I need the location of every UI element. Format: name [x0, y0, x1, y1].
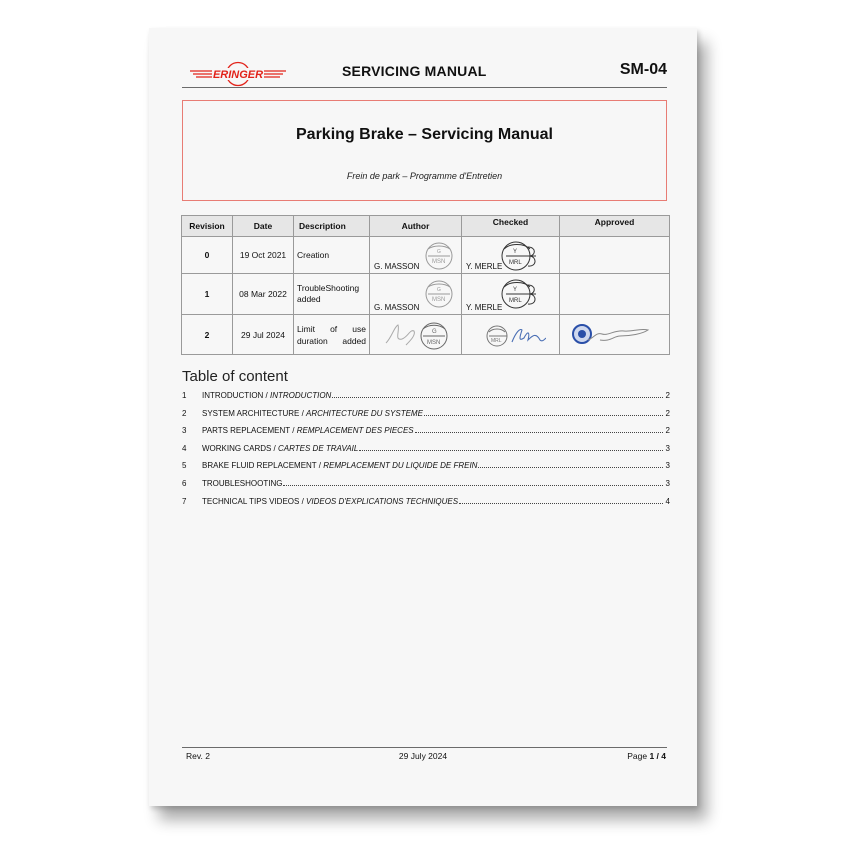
sub-title: Frein de park – Programme d'Entretien	[346, 171, 503, 181]
table-row	[182, 274, 670, 315]
checker-name: Y. MERLE	[466, 303, 503, 312]
toc-number: 5	[182, 461, 187, 471]
author-name: G. MASSON	[374, 303, 420, 312]
toc-leader	[283, 485, 663, 486]
svg-text:MSN: MSN	[432, 297, 446, 303]
header-checked: Checked	[462, 216, 560, 237]
main-title: Parking Brake – Servicing Manual	[296, 126, 553, 143]
author-cell	[370, 274, 462, 315]
header-divider	[182, 87, 667, 88]
toc-page: 3	[665, 461, 670, 471]
toc-entry[interactable]	[182, 426, 670, 444]
header-description: Description	[294, 216, 370, 237]
document-page	[149, 28, 697, 806]
document-code: SM-04	[619, 61, 667, 78]
toc-number: 4	[182, 443, 187, 453]
title-box	[182, 100, 667, 201]
author-name: G. MASSON	[374, 262, 420, 271]
toc-page: 2	[665, 426, 670, 436]
description-cell: Limit of use duration added	[294, 315, 370, 355]
header-revision: Revision	[182, 216, 233, 237]
svg-text:MRL: MRL	[491, 338, 502, 344]
footer-page-number: Page 1 / 4	[627, 751, 666, 761]
svg-text:Y: Y	[513, 287, 518, 293]
author-signature-icon	[380, 319, 456, 351]
footer-divider	[182, 747, 667, 748]
svg-text:MRL: MRL	[509, 260, 522, 266]
company-logo	[190, 61, 286, 87]
table-row	[182, 237, 670, 274]
date-cell: 08 Mar 2022	[233, 274, 294, 315]
toc-title: INTRODUCTION / INTRODUCTION	[202, 391, 332, 400]
toc-heading: Table of content	[182, 368, 288, 385]
revision-table	[181, 215, 670, 355]
toc-page: 3	[665, 443, 670, 453]
toc-entry[interactable]	[182, 391, 670, 409]
approver-stamp-signature-icon	[570, 320, 660, 350]
svg-text:Y: Y	[513, 249, 518, 255]
header-author: Author	[370, 216, 462, 237]
toc-entry[interactable]	[182, 409, 670, 427]
svg-text:G: G	[432, 329, 437, 335]
author-cell	[370, 237, 462, 274]
checker-signature-icon	[486, 320, 546, 350]
toc-page: 2	[665, 408, 670, 418]
toc-page: 3	[665, 478, 670, 488]
revision-cell: 1	[182, 274, 233, 315]
date-cell: 19 Oct 2021	[233, 237, 294, 274]
toc-page: 4	[665, 496, 670, 506]
toc-title: WORKING CARDS / CARTES DE TRAVAIL	[202, 443, 359, 453]
toc-leader	[478, 467, 663, 468]
toc-number: 6	[182, 478, 187, 488]
header-date: Date	[233, 216, 294, 237]
svg-text:MSN: MSN	[432, 259, 446, 265]
toc-number: 7	[182, 496, 187, 506]
checked-cell	[462, 274, 560, 315]
footer-revision: Rev. 2	[186, 751, 210, 761]
revision-cell: 2	[182, 315, 233, 355]
author-cell	[370, 315, 462, 355]
toc-title: BRAKE FLUID REPLACEMENT / REMPLACEMENT DU LIQUIDE DE FREIN	[202, 461, 478, 471]
table-of-contents	[182, 391, 670, 514]
toc-number: 3	[182, 426, 187, 436]
svg-text:ERINGER: ERINGER	[212, 69, 264, 81]
toc-title: SYSTEM ARCHITECTURE / ARCHITECTURE DU SYSTEME	[202, 408, 423, 418]
table-row	[182, 315, 670, 355]
toc-title: TROUBLESHOOTING	[202, 478, 283, 488]
document-type-title: SERVICING MANUAL	[342, 63, 487, 79]
toc-page: 2	[665, 391, 670, 400]
description-cell: TroubleShooting added	[294, 274, 370, 315]
toc-entry[interactable]	[182, 497, 670, 515]
svg-text:MSN: MSN	[427, 340, 441, 346]
svg-text:MRL: MRL	[509, 298, 522, 304]
checker-stamp-icon	[500, 277, 540, 311]
author-stamp-icon	[422, 240, 458, 272]
toc-leader	[332, 397, 663, 398]
toc-leader	[359, 450, 663, 451]
toc-title: PARTS REPLACEMENT / REMPLACEMENT DES PIECES	[202, 426, 414, 436]
toc-number: 2	[182, 408, 187, 418]
approved-cell	[560, 274, 670, 315]
toc-entry[interactable]	[182, 444, 670, 462]
toc-title: TECHNICAL TIPS VIDEOS / VIDEOS D'EXPLICATIONS TECHNIQUES	[202, 496, 459, 506]
header-approved: Approved	[560, 216, 670, 237]
checker-stamp-icon	[500, 239, 540, 273]
toc-leader	[415, 432, 663, 433]
checker-name: Y. MERLE	[466, 262, 503, 271]
stamp-text: G	[437, 249, 441, 255]
description-cell: Creation	[294, 237, 370, 274]
toc-entry[interactable]	[182, 479, 670, 497]
toc-leader	[459, 503, 663, 504]
toc-number: 1	[182, 391, 187, 400]
toc-leader	[424, 415, 663, 416]
author-stamp-icon	[422, 278, 458, 310]
toc-entry[interactable]	[182, 461, 670, 479]
checked-cell	[462, 237, 560, 274]
checked-cell	[462, 315, 560, 355]
footer-date: 29 July 2024	[398, 751, 448, 761]
svg-text:G: G	[437, 287, 441, 293]
table-header-row	[182, 216, 670, 237]
revision-cell: 0	[182, 237, 233, 274]
approved-cell	[560, 315, 670, 355]
approved-cell	[560, 237, 670, 274]
date-cell: 29 Jul 2024	[233, 315, 294, 355]
